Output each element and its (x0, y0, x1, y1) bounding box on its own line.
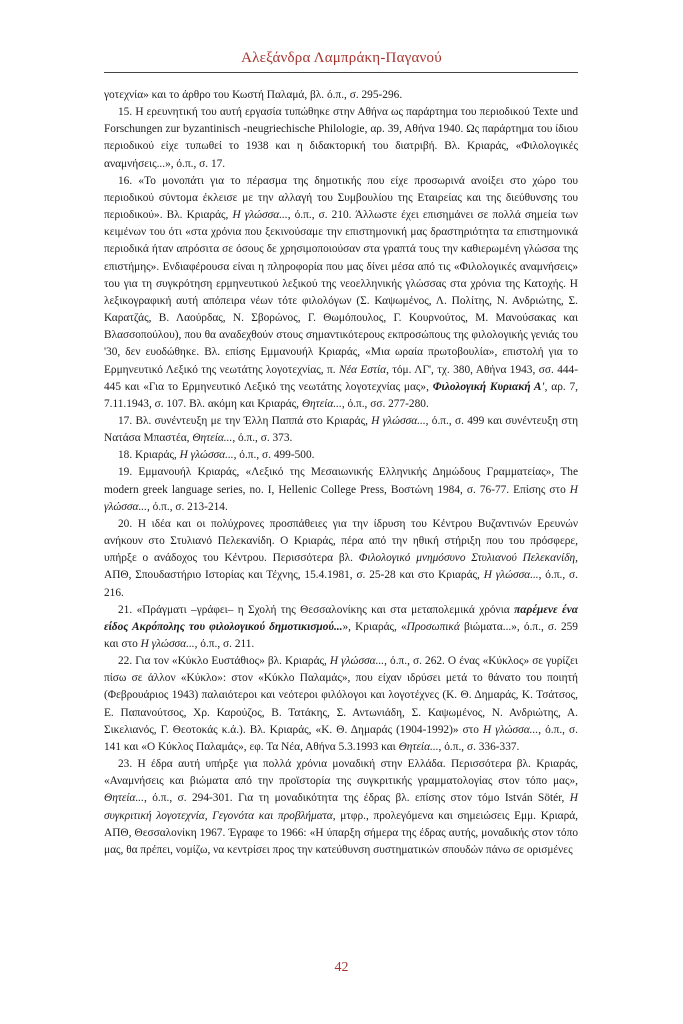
footnote-text: Θητεία... (104, 792, 144, 805)
footnote-text: παρέμενε ένα είδος Ακρόπολης του φιλολογικού δημοτικισμού... (104, 603, 579, 633)
footnote-21 (104, 602, 578, 653)
footnote-text: γοτεχνία» και το άρθρο του Κωστή Παλαμά, βλ. ό.π., σ. 295-296. (104, 89, 403, 101)
footnote-text: , ό.π., σσ. 277-280. (341, 397, 429, 410)
footnote-text: βιώματα...», ό.π., σ. 259 και στο (104, 620, 578, 650)
footnote-20 (104, 516, 578, 602)
footnote-text: , τόμ. ΛΓ', τχ. 380, Αθήνα 1943, σσ. 444-445 και «Για το Ερμηνευτικό Λεξικό της νεωτάτης λογοτεχνίας μας», (104, 363, 578, 393)
footnote-text: Προσωπικά (406, 620, 460, 633)
footnote-text: Η γλώσσα... (179, 449, 234, 462)
footnote-text: , ό.π., σ. 499 και συνέντευξη στη Νατάσα Μπαστέα, (104, 414, 579, 445)
footnote-17 (104, 413, 578, 447)
footnote-number: 18. (118, 449, 136, 462)
footnote-15 (104, 104, 578, 173)
footnote-text: , αρ. 7, 7.11.1943, σ. 107. Βλ. ακόμη και Κριαράς, (104, 380, 578, 410)
running-head: Αλεξάνδρα Λαμπράκη-Παγανού (241, 50, 442, 66)
footnote-number: 15. (118, 106, 136, 119)
footnote-text: «Το μονοπάτι για το πέρασμα της δημοτικής που είχε προσωρινά ανοίξει στο χώρο του περιοδικού σύντομα έκλεισε με την αλλαγή του Συμβουλίου της Εταιρείας και της διεύθυνσης του περιοδικού». Βλ. Κριαράς, (104, 174, 579, 222)
page-number: 42 (334, 960, 349, 975)
footnote-text: , ό.π., σ. 294-301. Για τη μοναδικότητα της έδρας βλ. επίσης στον τόμο István Sötér, (143, 792, 570, 805)
footnote-text: , ό.π., σ. 216. (104, 569, 578, 599)
footnote-continuation (104, 87, 578, 104)
footnote-text: Βλ. συνέντευξη με την Έλλη Παππά στο Κριαράς, (135, 414, 372, 427)
footnote-text: , ό.π., σ. 499-500. (233, 449, 315, 462)
footnote-text: , μτφρ., προλεγόμενα και σημειώσεις Εμμ. Κριαρά, ΑΠΘ, Θεσσαλονίκη 1967. Έγραφε το 1966: «Η ύπαρξη σήμερα της έδρας αυτής, μοναδικής στον τόπο μας, θα πρέπει, νομίζω, να κεντρίσει προς την κατεύθυνση συστηματικών σπουδών πάνω σε ορισμένες (104, 809, 579, 856)
footnote-22 (104, 653, 578, 756)
footnote-text: Η γλώσσα... (140, 638, 195, 650)
footnote-text: , ό.π., σ. 211. (194, 638, 255, 650)
footnote-text: Η ιδέα και οι πολύχρονες προσπάθειες για την ίδρυση του Κέντρου Βυζαντινών Ερευνών ανήκουν στο Στυλιανό Πελεκανίδη. Ο Κριαράς, πέρα από την ηθική στήριξη που του πρόσφερε, υπήρξε ο ανάδοχος του Κέντρου. Περισσότερα βλ. (104, 517, 578, 565)
footnote-19 (104, 464, 578, 515)
footnote-text: », Κριαράς, « (342, 620, 407, 633)
footnote-text: , ό.π., σ. 262. Ο ένας «Κύκλος» σε γυρίζει πίσω σε άλλον «Κύκλο»: στον «Κύκλο Παλαμάς», που είχαν ιδρύσει μετά το θάνατο του ποιητή (Φεβρουάριος 1943) παλαιότεροι και νεότεροι φιλόλογοι και λογοτέχνες (Κ. Θ. Δημαράς, Κ. Τσάτσος, Ε. Παπανούτσος, Χρ. Καρούζος, Β. Τατάκης, Σ. Αντωνιάδη, Σ. Καψωμένος, Ν. Ανδριώτης, Α. Σικελιανός, Γ. Θεοτοκάς κ.ά.). Βλ. Κριαράς, «Κ. Θ. Δημαράς (1904-1992)» στο (104, 655, 578, 736)
footnote-text: Η γλώσσα... (329, 655, 385, 668)
footnote-text: Κριαράς, (135, 449, 180, 462)
footnote-text: Φιλολογική Κυριακή Α' (432, 380, 545, 393)
footnotes-block (104, 87, 578, 859)
footnote-text: Θητεία... (192, 432, 233, 445)
footnote-text: , ό.π., σ. 373. (232, 432, 293, 445)
footnote-text: Η ερευνητική του αυτή εργασία τυπώθηκε στην Αθήνα ως παράρτημα του περιοδικού Texte und Forschungen zur byzantinisch -neugriechische Philologie, αρ. 39, Αθήνα 1940. Ως παράρτημα του ίδιου περιοδικού είχε τυπωθεί το 1938 και η διδακτορική του διατριβή. Βλ. Κριαράς, «Φιλολογικές αναμνήσεις...», ό.π., σ. 17. (104, 106, 578, 170)
footnote-text: , ΑΠΘ, Σπουδαστήριο Ιστορίας και Τέχνης, 15.4.1981, σ. 25-28 και στο Κριαράς, (104, 552, 578, 582)
footnote-text: Η γλώσσα... (371, 414, 426, 427)
footnote-text: Η γλώσσα... (104, 483, 578, 513)
footnote-text: Η γλώσσα... (482, 723, 539, 736)
footnote-text: «Πράγματι –γράφει– η Σχολή της Θεσσαλονίκης και στα μεταπολεμικά χρόνια (136, 603, 515, 616)
footnote-23 (104, 756, 578, 859)
footnote-18 (104, 447, 578, 464)
header-rule (104, 72, 578, 73)
footnote-text: Θητεία... (301, 397, 342, 410)
footnote-text: Φιλολογικό μνημόσυνο Στυλιανού Πελεκανίδη (358, 552, 576, 565)
footnote-16 (104, 173, 578, 413)
footnote-number: 22. (118, 655, 136, 668)
footnote-text: Η έδρα αυτή υπήρξε για πολλά χρόνια μοναδική στην Ελλάδα. Περισσότερα βλ. Κριαράς, «Αναμνήσεις και βιώματα από την προϊστορία της συγκριτικής γραμματολογίας στον τόπο μας», (104, 758, 579, 788)
footnote-text: , ό.π., σ. 210. Άλλωστε έχει επισημάνει σε πολλά σημεία των κειμένων του ότι «στα χρόνια που ξεκινούσαμε την επιστημονική μας δραστηριότητα τα επιστημονικά περιοδικά ήταν απρόσιτα σε όσους δε χρησιμοποιούσαν στα γραπτά τους την καθιερωμένη γλώσσα της επιστήμης». Ενδιαφέρουσα είναι η πληροφορία που μας δίνει μέσα από τις «Φιλολογικές αναμνήσεις» του για τη συγκρότηση ερμηνευτικού λεξικού της νεοελληνικής γλώσσας στα χρόνια της Κατοχής. Η λεξικογραφική αυτή απόπειρα νέων τότε φιλολόγων (Σ. Καψωμένος, Λ. Πολίτης, Ν. Ανδριώτης, Σ. Καρατζάς, Β. Λαούρδας, Ν. Σβορώνος, Γ. Θωμόπουλος, Γ. Κουρνούτος, Μ. Μανούσακας και Βλασσοπούλου), που θα αναδεχθούν στους σημαντικότερους εκπροσώπους της φιλολογικής γενιάς του '30, δεν ευοδώθηκε. Βλ. επίσης Εμμανουήλ Κριαράς, «Μια ωραία πρωτοβουλία», επιστολή για το Ερμηνευτικό Λεξικό της νεωτάτης λογοτεχνίας, π. (104, 209, 579, 376)
footnote-number: 20. (118, 517, 138, 530)
footnote-text: , ό.π., σ. 336-337. (438, 740, 520, 753)
footnote-text: Νέα Εστία (338, 363, 387, 376)
footnote-text: Εμμανουήλ Κριαράς, «Λεξικό της Μεσαιωνικής Ελληνικής Δημώδους Γραμματείας», The modern greek language series, no. I, Hellenic College Press, Βοστώνη 1984, σ. 76-77. Επίσης στο (104, 466, 579, 496)
footnote-number: 21. (118, 603, 137, 616)
footnote-text: Για τον «Κύκλο Ευστάθιος» βλ. Κριαράς, (135, 655, 330, 668)
footnote-number: 23. (118, 758, 138, 771)
footnote-text: , ό.π., σ. 213-214. (146, 500, 228, 513)
footnote-text: Η συγκριτική λογοτεχνία, Γεγονότα και προβλήματα (104, 792, 578, 822)
footnote-number: 17. (118, 414, 136, 427)
footnote-text: , ό.π., σ. 141 και «Ο Κύκλος Παλαμάς», εφ. Τα Νέα, Αθήνα 5.3.1993 και (104, 723, 578, 753)
footnote-text: Η γλώσσα... (232, 209, 288, 222)
footnote-text: Θητεία... (398, 740, 439, 753)
footnote-number: 19. (118, 466, 139, 479)
footnote-number: 16. (118, 174, 139, 187)
footnote-text: Η γλώσσα... (483, 569, 539, 582)
